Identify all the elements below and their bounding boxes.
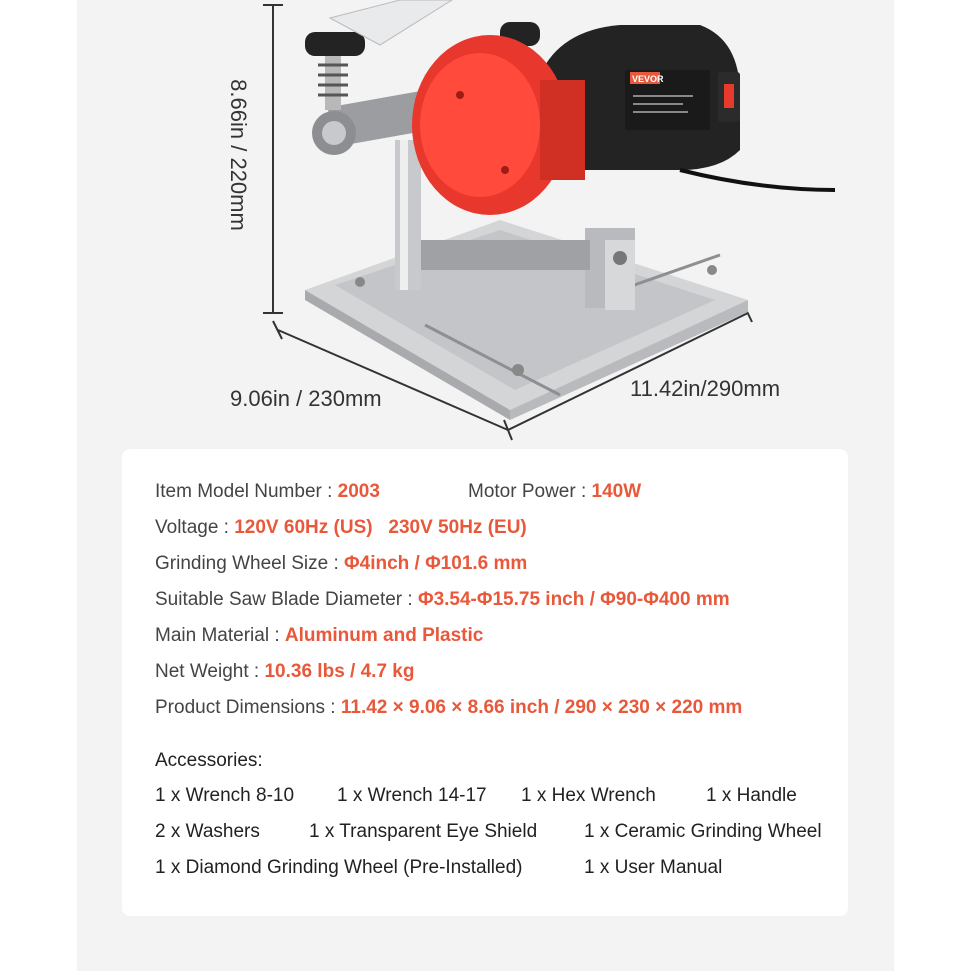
accessory-item: 1 x Handle bbox=[706, 785, 797, 806]
spec-wheel-value: Φ4inch / Φ101.6 mm bbox=[344, 553, 528, 574]
width-dimension-label: 9.06in / 230mm bbox=[230, 386, 382, 411]
spec-voltage-line bbox=[155, 517, 527, 539]
product-image bbox=[0, 0, 970, 445]
spec-model-label: Item Model Number : bbox=[155, 481, 338, 502]
spec-blade-label: Suitable Saw Blade Diameter : bbox=[155, 589, 418, 610]
spec-material-line bbox=[155, 625, 483, 647]
spec-power-label: Motor Power : bbox=[468, 481, 592, 502]
spec-blade-value: Φ3.54-Φ15.75 inch / Φ90-Φ400 mm bbox=[417, 589, 730, 610]
height-dimension-label: 8.66in / 220mm bbox=[226, 79, 251, 231]
spec-material-label: Main Material : bbox=[155, 625, 285, 646]
spec-weight-label: Net Weight : bbox=[155, 661, 265, 682]
accessory-item: 1 x Wrench 14-17 bbox=[337, 785, 487, 806]
spec-model-line bbox=[155, 481, 380, 503]
spec-power-line bbox=[468, 481, 641, 503]
accessories-title: Accessories: bbox=[155, 750, 263, 771]
accessory-item: 1 x User Manual bbox=[584, 857, 723, 878]
spec-dimensions-label: Product Dimensions : bbox=[155, 697, 341, 718]
accessory-item: 1 x Hex Wrench bbox=[521, 785, 656, 806]
spec-weight-line bbox=[155, 661, 414, 683]
spec-power-value: 140W bbox=[591, 481, 642, 502]
spec-blade-line bbox=[155, 589, 730, 611]
depth-dimension-label: 11.42in/290mm bbox=[630, 376, 781, 401]
spec-voltage-value: 120V 60Hz (US) 230V 50Hz (EU) bbox=[234, 517, 527, 538]
specs-card bbox=[122, 449, 848, 916]
power-switch[interactable] bbox=[724, 84, 734, 108]
spec-model-value: 2003 bbox=[337, 481, 380, 502]
spec-wheel-line bbox=[155, 553, 527, 575]
spec-voltage-label: Voltage : bbox=[155, 517, 235, 538]
power-cord bbox=[680, 170, 835, 190]
spec-material-value: Aluminum and Plastic bbox=[284, 625, 484, 646]
accessory-item: 1 x Transparent Eye Shield bbox=[309, 821, 538, 842]
spec-weight-value: 10.36 lbs / 4.7 kg bbox=[264, 661, 415, 682]
accessory-item: 1 x Wrench 8-10 bbox=[155, 785, 295, 806]
spec-wheel-label: Grinding Wheel Size : bbox=[155, 553, 345, 574]
accessory-item: 1 x Diamond Grinding Wheel (Pre-Installed) bbox=[155, 857, 523, 878]
spec-dimensions-line bbox=[155, 697, 742, 719]
spec-dimensions-value: 11.42 × 9.06 × 8.66 inch / 290 × 230 × 220 mm bbox=[340, 697, 743, 718]
accessory-item: 2 x Washers bbox=[155, 821, 260, 842]
brand-label: VEVOR bbox=[632, 74, 664, 84]
accessory-item: 1 x Ceramic Grinding Wheel bbox=[584, 821, 822, 842]
